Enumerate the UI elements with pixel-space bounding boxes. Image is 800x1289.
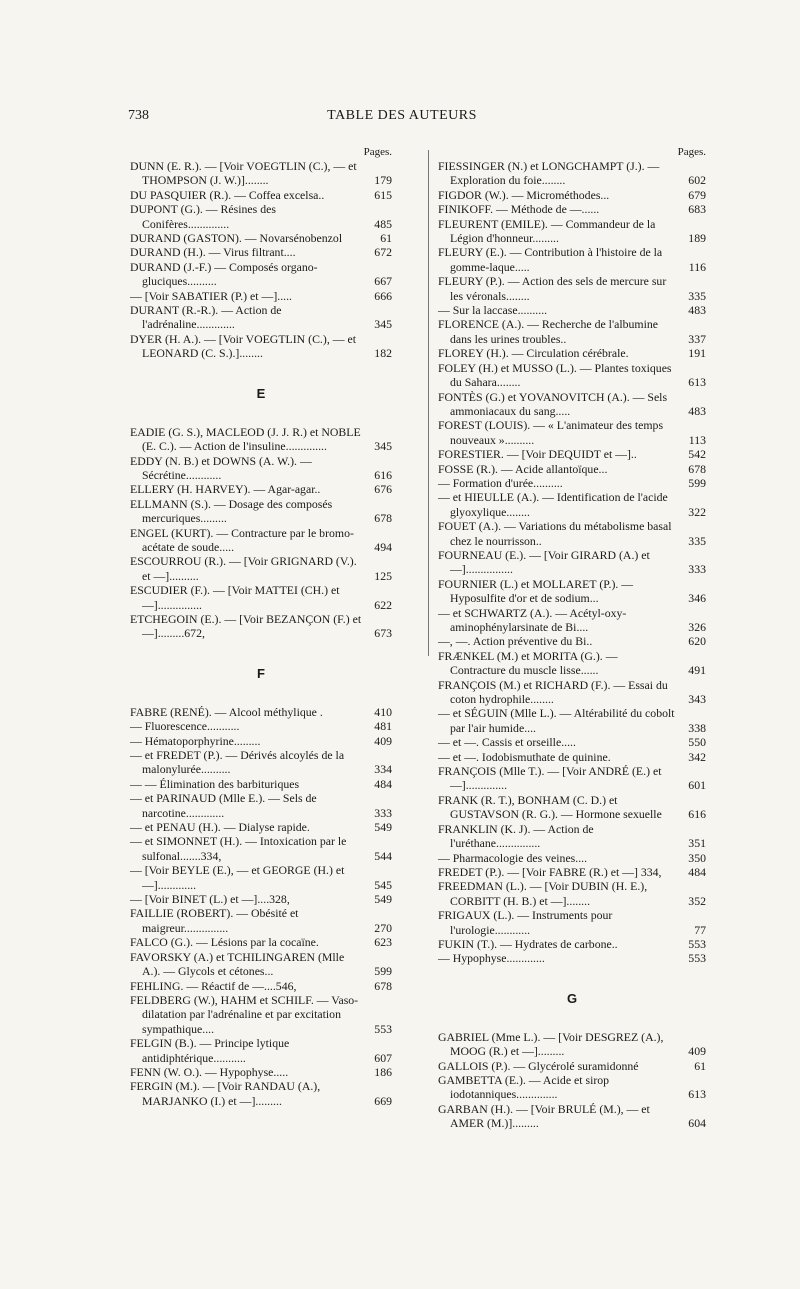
index-entry: [130, 526, 392, 555]
entry-text: FUKIN (T.). — Hydrates de carbone..: [438, 936, 618, 951]
index-entry: [438, 1059, 706, 1073]
entry-text: FLOREY (H.). — Circulation cérébrale.: [438, 346, 629, 361]
entry-text: DURANT (R.-R.). — Action de l'adrénaline.............: [130, 303, 282, 332]
entry-text: FRIGAUX (L.). — Instruments pour l'urologie............: [438, 908, 613, 937]
index-entry: [130, 777, 392, 791]
entry-pages: 410: [374, 704, 392, 719]
entry-text: FOREST (LOUIS). — « L'animateur des temps nouveaux »..........: [438, 418, 664, 447]
index-entry: [130, 1036, 392, 1065]
entry-text: FREDET (P.). — [Voir FABRE (R.) et —] 334,: [438, 864, 662, 879]
entry-text: — [Voir BEYLE (E.), — et GEORGE (H.) et —].............: [130, 863, 345, 892]
entry-pages: 678: [374, 511, 392, 526]
entry-text: FONTÈS (G.) et YOVANOVITCH (A.). — Sels ammoniacaux du sang.....: [438, 389, 668, 418]
entry-pages: 553: [374, 1021, 392, 1036]
entry-text: FIESSINGER (N.) et LONGCHAMPT (J.). — Exploration du foie........: [438, 159, 660, 188]
entry-pages: 672: [374, 245, 392, 260]
index-entry: [438, 548, 706, 577]
index-entry: [130, 202, 392, 231]
entry-pages: 602: [688, 173, 706, 188]
entry-pages: 678: [688, 461, 706, 476]
entry-text: FELDBERG (W.), HAHM et SCHILF. — Vaso-dilatation par l'adrénaline et par excitation sympathique....: [130, 992, 359, 1036]
index-entry: [438, 879, 706, 908]
entry-text: FALCO (G.). — Lésions par la cocaïne.: [130, 935, 319, 950]
entry-pages: 544: [374, 848, 392, 863]
pages-label: Pages.: [363, 146, 392, 158]
index-entry: [438, 202, 706, 216]
index-entry: [438, 361, 706, 390]
index-entry: [438, 390, 706, 419]
entry-pages: 667: [374, 274, 392, 289]
entry-pages: 553: [688, 951, 706, 966]
entry-pages: 116: [688, 259, 706, 274]
entry-pages: 683: [688, 202, 706, 217]
entry-text: — — Élimination des barbituriques: [130, 776, 300, 791]
entry-pages: 550: [688, 735, 706, 750]
index-entry: [438, 750, 706, 764]
entry-pages: 189: [688, 231, 706, 246]
index-entry: [438, 274, 706, 303]
entry-text: GARBAN (H.). — [Voir BRULÉ (M.), — et AMER (M.)].........: [438, 1101, 650, 1131]
section-letter: E: [256, 385, 266, 401]
index-entry: [438, 462, 706, 476]
entry-text: DURAND (GASTON). — Novarsénobenzol: [130, 231, 343, 246]
entry-text: — et FREDET (P.). — Dérivés alcoylés de la malonylurée..........: [130, 748, 345, 777]
entry-pages: 545: [374, 877, 392, 892]
index-entry: [438, 951, 706, 965]
index-entry: [438, 735, 706, 749]
index-entry: [438, 649, 706, 678]
entry-pages: 616: [374, 467, 392, 482]
entry-pages: 483: [688, 403, 706, 418]
entry-text: FABRE (RENÉ). — Alcool méthylique .: [130, 704, 323, 719]
entry-text: — et SCHWARTZ (A.). — Acétyl-oxy-aminophénylarsinate de Bi....: [438, 605, 627, 634]
entry-text: — [Voir BINET (L.) et —]....328,: [130, 892, 290, 907]
entry-pages: 61: [380, 231, 392, 246]
index-entry: [438, 606, 706, 635]
pages-label: Pages.: [677, 146, 706, 158]
entry-text: DURAND (H.). — Virus filtrant....: [130, 245, 296, 260]
entry-pages: 491: [688, 663, 706, 678]
entry-pages: 613: [688, 375, 706, 390]
entry-text: FOLEY (H.) et MUSSO (L.). — Plantes toxiques du Sahara........: [438, 360, 672, 390]
entry-pages: 679: [688, 187, 706, 202]
entry-pages: 191: [688, 346, 706, 361]
entry-pages: 676: [374, 482, 392, 497]
index-entry: [438, 245, 706, 274]
entry-text: ESCOURROU (R.). — [Voir GRIGNARD (V.). et —]..........: [130, 554, 357, 583]
entry-pages: 601: [688, 778, 706, 793]
entry-text: — Formation d'urée..........: [438, 475, 563, 490]
entry-text: FLORENCE (A.). — Recherche de l'albumine dans les urines troubles..: [438, 317, 658, 346]
entry-pages: 322: [688, 504, 706, 519]
index-entry: [130, 482, 392, 496]
index-entry: [438, 217, 706, 246]
entry-text: DURAND (J.-F.) — Composés organo-gluciques..........: [130, 259, 318, 289]
entry-text: FAILLIE (ROBERT). — Obésité et maigreur...............: [130, 906, 299, 935]
index-entry: [130, 906, 392, 935]
index-entry: [438, 519, 706, 548]
entry-pages: 335: [688, 533, 706, 548]
section-letter: G: [566, 990, 578, 1006]
entry-text: —, —. Action préventive du Bi..: [438, 634, 593, 649]
entry-pages: 179: [374, 173, 392, 188]
entry-pages: 346: [688, 591, 706, 606]
entry-pages: 549: [374, 892, 392, 907]
index-entry: [130, 188, 392, 202]
entry-pages: 549: [374, 820, 392, 835]
entry-pages: 542: [688, 447, 706, 462]
entry-pages: 409: [688, 1044, 706, 1059]
entry-pages: 77: [694, 922, 706, 937]
entry-text: — et PENAU (H.). — Dialyse rapide.: [130, 820, 310, 835]
entry-text: FIGDOR (W.). — Microméthodes...: [438, 187, 610, 202]
entry-text: FERGIN (M.). — [Voir RANDAU (A.), MARJANKO (I.) et —].........: [130, 1079, 321, 1108]
running-title: TABLE DES AUTEURS: [327, 108, 477, 123]
entry-pages: 334: [374, 762, 392, 777]
entry-pages: 599: [374, 964, 392, 979]
entry-text: — et SÉGUIN (Mlle L.). — Altérabilité du cobolt par l'air humide....: [438, 706, 675, 735]
index-entry: [438, 793, 706, 822]
index-entry: [438, 678, 706, 707]
entry-pages: 351: [688, 836, 706, 851]
entry-text: FINIKOFF. — Méthode de —......: [438, 202, 600, 217]
entry-text: FORESTIER. — [Voir DEQUIDT et —]..: [438, 447, 637, 462]
entry-pages: 678: [374, 978, 392, 993]
index-entry: [130, 734, 392, 748]
entry-text: EDDY (N. B.) et DOWNS (A. W.). — Sécrétine............: [130, 453, 312, 482]
index-entry: [438, 577, 706, 606]
index-entry: [130, 950, 392, 979]
entry-pages: 483: [688, 303, 706, 318]
index-entry: [438, 1073, 706, 1102]
section-letter: F: [257, 665, 265, 681]
index-entry: [130, 159, 392, 188]
entry-pages: 337: [688, 331, 706, 346]
entry-text: FOSSE (R.). — Acide allantoïque...: [438, 461, 608, 476]
entry-text: FLEURY (P.). — Action des sels de mercure sur les véronals........: [438, 274, 667, 303]
entry-pages: 599: [688, 475, 706, 490]
entry-text: FRANÇOIS (Mlle T.). — [Voir ANDRÉ (E.) et —]..............: [438, 764, 662, 793]
index-entry: [130, 1065, 392, 1079]
entry-text: ENGEL (KURT). — Contracture par le bromo-acétate de soude.....: [130, 525, 354, 554]
entry-text: FRÆNKEL (M.) et MORITA (G.). — Contracture du muscle lisse......: [438, 648, 618, 678]
index-entry: [130, 289, 392, 303]
entry-text: FAVORSKY (A.) et TCHILINGAREN (Mlle A.). — Glycols et cétones...: [130, 949, 345, 979]
entry-text: — Pharmacologie des veines....: [438, 850, 588, 865]
index-entry: [438, 188, 706, 202]
entry-pages: 607: [374, 1050, 392, 1065]
index-entry: [130, 260, 392, 289]
index-entry: [130, 612, 392, 641]
entry-text: DU PASQUIER (R.). — Coffea excelsa..: [130, 187, 325, 202]
entry-pages: 613: [688, 1087, 706, 1102]
entry-text: — et —. Iodobismuthate de quinine.: [438, 749, 611, 764]
index-entry: [438, 418, 706, 447]
entry-text: FOURNEAU (E.). — [Voir GIRARD (A.) et —]................: [438, 547, 650, 577]
entry-pages: 61: [694, 1058, 706, 1073]
entry-text: FLEURENT (EMILE). — Commandeur de la Légion d'honneur.........: [438, 216, 656, 246]
index-entry: [130, 303, 392, 332]
entry-text: DUNN (E. R.). — [Voir VOEGTLIN (C.), — et THOMPSON (J. W.)]........: [130, 159, 357, 188]
entry-pages: 553: [688, 936, 706, 951]
index-entry: [438, 159, 706, 188]
index-entry: [438, 303, 706, 317]
entry-text: — Hypophyse.............: [438, 951, 545, 966]
entry-text: FREEDMAN (L.). — [Voir DUBIN (H. E.), CORBITT (H. B.) et —]........: [438, 879, 648, 908]
entry-text: FLEURY (E.). — Contribution à l'histoire de la gomme-laque.....: [438, 245, 663, 274]
index-entry: [438, 1030, 706, 1059]
entry-text: FOUET (A.). — Variations du métabolisme basal chez le nourrisson..: [438, 519, 672, 548]
entry-text: ELLMANN (S.). — Dosage des composés mercuriques.........: [130, 496, 333, 526]
index-entry: [438, 937, 706, 951]
entry-text: — [Voir SABATIER (P.) et —].....: [130, 288, 292, 303]
right-column: [438, 145, 706, 1131]
index-entry: [130, 834, 392, 863]
entry-pages: 494: [374, 539, 392, 554]
index-entry: [438, 764, 706, 793]
entry-text: GABRIEL (Mme L.). — [Voir DESGREZ (A.), MOOG (R.) et —].........: [438, 1029, 664, 1059]
entry-text: GAMBETTA (E.). — Acide et sirop iodotanniques..............: [438, 1072, 610, 1102]
entry-pages: 481: [374, 719, 392, 734]
entry-text: FENN (W. O.). — Hypophyse.....: [130, 1064, 289, 1079]
entry-text: — Hématoporphyrine.........: [130, 733, 261, 748]
index-entry: [130, 820, 392, 834]
entry-text: DYER (H. A.). — [Voir VOEGTLIN (C.), — et LEONARD (C. S.).]........: [130, 331, 356, 361]
entry-pages: 350: [688, 850, 706, 865]
index-entry: [130, 1079, 392, 1108]
index-entry: [130, 892, 392, 906]
index-entry: [438, 1102, 706, 1131]
index-entry: [438, 346, 706, 360]
index-entry: [130, 425, 392, 454]
entry-pages: 186: [374, 1064, 392, 1079]
index-entry: [130, 791, 392, 820]
index-entry: [130, 245, 392, 259]
entry-pages: 409: [374, 733, 392, 748]
entry-pages: 333: [374, 805, 392, 820]
entry-pages: 270: [374, 920, 392, 935]
entry-text: — et SIMONNET (H.). — Intoxication par le sulfonal.......334,: [130, 834, 347, 863]
entry-pages: 326: [688, 620, 706, 634]
index-entry: [130, 454, 392, 483]
entry-pages: 604: [688, 1116, 706, 1131]
entry-text: — et HIEULLE (A.). — Identification de l'acide glyoxylique........: [438, 490, 668, 519]
entry-pages: 673: [374, 626, 392, 641]
index-entry: [130, 993, 392, 1036]
entry-pages: 342: [688, 749, 706, 764]
page-number: 738: [128, 108, 149, 123]
index-entry: [130, 719, 392, 733]
entry-text: FEHLING. — Réactif de —....546,: [130, 978, 297, 993]
entry-text: — et PARINAUD (Mlle E.). — Sels de narcotine.............: [130, 791, 317, 820]
entry-pages: 182: [374, 346, 392, 361]
index-entry: [438, 476, 706, 490]
entry-pages: 125: [374, 568, 392, 583]
index-entry: [130, 497, 392, 526]
entry-text: FRANÇOIS (M.) et RICHARD (F.). — Essai du coton hydrophile........: [438, 677, 668, 707]
entry-text: DUPONT (G.). — Résines des Conifères..............: [130, 202, 276, 231]
entry-text: — Fluorescence...........: [130, 719, 240, 734]
entry-pages: 616: [688, 807, 706, 822]
entry-pages: 345: [374, 317, 392, 332]
index-entry: [130, 748, 392, 777]
entry-pages: 666: [374, 288, 392, 303]
entry-pages: 669: [374, 1093, 392, 1108]
index-entry: [130, 583, 392, 612]
column-divider: [428, 150, 429, 656]
index-entry: [130, 231, 392, 245]
index-entry: [438, 634, 706, 648]
entry-pages: 620: [688, 634, 706, 649]
entry-text: ESCUDIER (F.). — [Voir MATTEI (CH.) et —]...............: [130, 583, 340, 612]
entry-pages: 484: [374, 776, 392, 791]
index-entry: [438, 706, 706, 735]
index-entry: [438, 851, 706, 865]
entry-pages: 345: [374, 439, 392, 454]
entry-pages: 622: [374, 597, 392, 612]
index-entry: [438, 490, 706, 519]
entry-text: ELLERY (H. HARVEY). — Agar-agar..: [130, 482, 321, 497]
entry-pages: 333: [688, 562, 706, 577]
entry-pages: 484: [688, 864, 706, 879]
entry-text: FELGIN (B.). — Principe lytique antidiphtérique...........: [130, 1036, 290, 1065]
index-entry: [130, 863, 392, 892]
left-column: [130, 145, 392, 1108]
entry-text: GALLOIS (P.). — Glycérolé suramidonné: [438, 1058, 639, 1073]
index-entry: [130, 554, 392, 583]
entry-pages: 113: [688, 432, 706, 447]
entry-text: EADIE (G. S.), MACLEOD (J. J. R.) et NOBLE (E. C.). — Action de l'insuline..............: [130, 424, 361, 454]
entry-text: FRANKLIN (K. J). — Action de l'uréthane...............: [438, 821, 594, 851]
index-entry: [438, 447, 706, 461]
entry-text: FOURNIER (L.) et MOLLARET (P.). — Hyposulfite d'or et de sodium...: [438, 576, 634, 606]
entry-pages: 338: [688, 720, 706, 735]
entry-pages: 623: [374, 935, 392, 950]
entry-text: — et —. Cassis et orseille.....: [438, 735, 576, 750]
index-entry: [438, 908, 706, 937]
index-entry: [438, 822, 706, 851]
entry-pages: 485: [374, 216, 392, 231]
index-entry: [130, 332, 392, 361]
index-entry: [130, 705, 392, 719]
index-entry: [130, 979, 392, 993]
entry-text: ETCHEGOIN (E.). — [Voir BEZANÇON (F.) et —].........672,: [130, 611, 362, 641]
entry-text: — Sur la laccase..........: [438, 303, 548, 318]
index-entry: [130, 935, 392, 949]
entry-pages: 352: [688, 893, 706, 908]
index-entry: [438, 317, 706, 346]
page-header: [128, 108, 676, 130]
entry-pages: 335: [688, 288, 706, 303]
index-entry: [438, 865, 706, 879]
entry-pages: 615: [374, 187, 392, 202]
entry-text: FRANK (R. T.), BONHAM (C. D.) et GUSTAVSON (R. G.). — Hormone sexuelle: [438, 792, 662, 822]
entry-pages: 343: [688, 692, 706, 707]
